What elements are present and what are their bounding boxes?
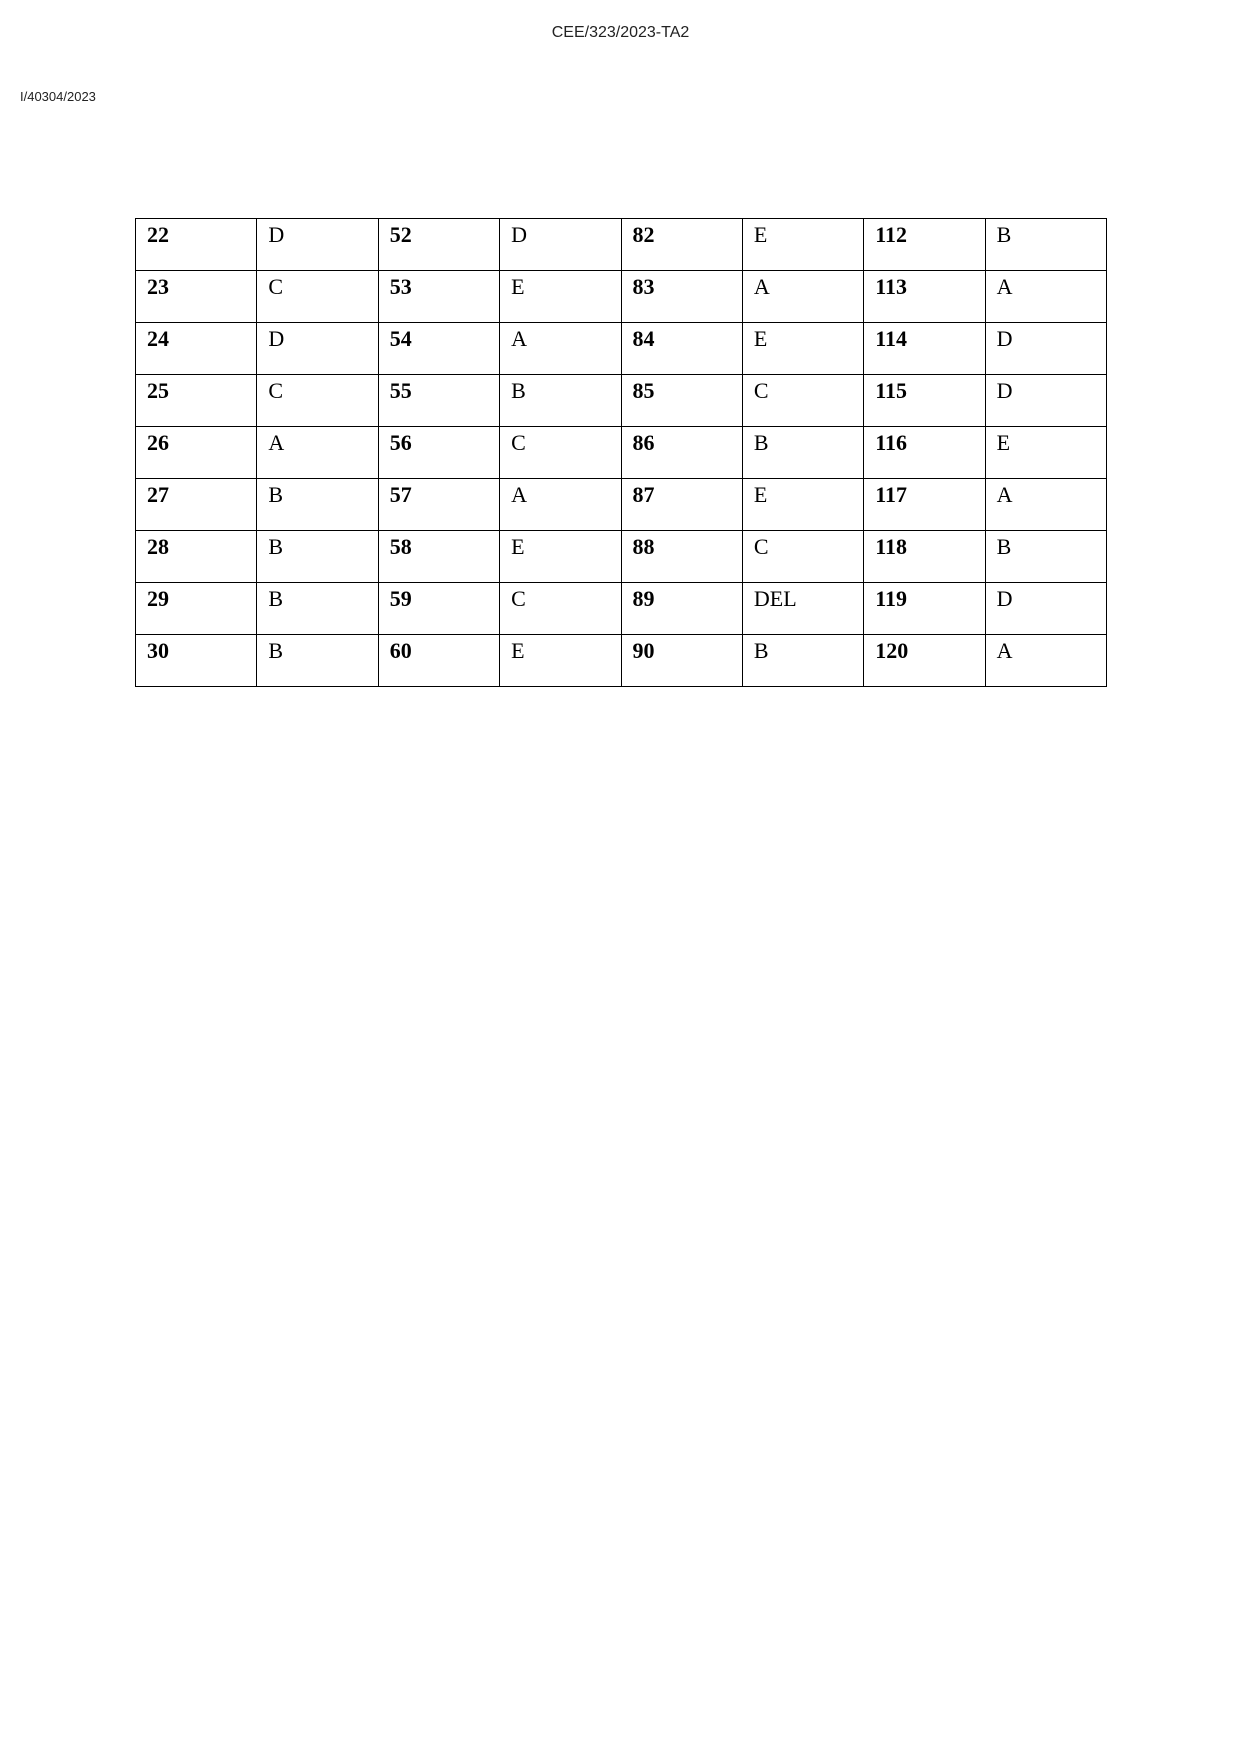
table-row: [136, 219, 1107, 271]
answer-cell: C: [257, 375, 378, 427]
answer-cell: E: [500, 271, 621, 323]
question-number-cell: 30: [136, 635, 257, 687]
answer-key-table: [135, 218, 1107, 687]
question-number-cell: 82: [621, 219, 742, 271]
answer-cell: A: [500, 323, 621, 375]
question-number-cell: 88: [621, 531, 742, 583]
table-row: [136, 323, 1107, 375]
document-reference: I/40304/2023: [20, 89, 96, 104]
answer-cell: B: [742, 427, 863, 479]
table-row: [136, 583, 1107, 635]
question-number-cell: 116: [864, 427, 985, 479]
answer-cell: A: [985, 271, 1106, 323]
question-number-cell: 58: [378, 531, 499, 583]
answer-cell: B: [257, 531, 378, 583]
answer-cell: D: [985, 323, 1106, 375]
question-number-cell: 90: [621, 635, 742, 687]
answer-cell: E: [985, 427, 1106, 479]
answer-cell: D: [500, 219, 621, 271]
question-number-cell: 117: [864, 479, 985, 531]
answer-cell: E: [500, 531, 621, 583]
answer-cell: D: [985, 375, 1106, 427]
answer-cell: B: [742, 635, 863, 687]
question-number-cell: 119: [864, 583, 985, 635]
question-number-cell: 26: [136, 427, 257, 479]
answer-cell: B: [257, 583, 378, 635]
answer-cell: B: [257, 635, 378, 687]
question-number-cell: 112: [864, 219, 985, 271]
question-number-cell: 114: [864, 323, 985, 375]
answer-cell: D: [257, 323, 378, 375]
answer-cell: E: [742, 219, 863, 271]
answer-cell: A: [742, 271, 863, 323]
answer-cell: A: [985, 635, 1106, 687]
answer-cell: C: [742, 375, 863, 427]
question-number-cell: 29: [136, 583, 257, 635]
answer-cell: A: [985, 479, 1106, 531]
answer-cell: D: [257, 219, 378, 271]
answer-cell: C: [742, 531, 863, 583]
answer-cell: B: [985, 531, 1106, 583]
question-number-cell: 118: [864, 531, 985, 583]
table-row: [136, 271, 1107, 323]
question-number-cell: 22: [136, 219, 257, 271]
answer-cell: C: [500, 427, 621, 479]
answer-cell: B: [985, 219, 1106, 271]
question-number-cell: 59: [378, 583, 499, 635]
answer-cell: D: [985, 583, 1106, 635]
question-number-cell: 27: [136, 479, 257, 531]
question-number-cell: 84: [621, 323, 742, 375]
question-number-cell: 60: [378, 635, 499, 687]
question-number-cell: 56: [378, 427, 499, 479]
question-number-cell: 53: [378, 271, 499, 323]
question-number-cell: 86: [621, 427, 742, 479]
question-number-cell: 87: [621, 479, 742, 531]
question-number-cell: 113: [864, 271, 985, 323]
answer-cell: C: [257, 271, 378, 323]
answer-table-body: [136, 219, 1107, 687]
answer-cell: C: [500, 583, 621, 635]
question-number-cell: 115: [864, 375, 985, 427]
answer-cell: E: [742, 323, 863, 375]
question-number-cell: 120: [864, 635, 985, 687]
question-number-cell: 25: [136, 375, 257, 427]
answer-cell: E: [742, 479, 863, 531]
table-row: [136, 479, 1107, 531]
question-number-cell: 28: [136, 531, 257, 583]
answer-cell: E: [500, 635, 621, 687]
question-number-cell: 54: [378, 323, 499, 375]
question-number-cell: 23: [136, 271, 257, 323]
question-number-cell: 57: [378, 479, 499, 531]
table-row: [136, 427, 1107, 479]
question-number-cell: 55: [378, 375, 499, 427]
answer-cell: A: [257, 427, 378, 479]
answer-cell: DEL: [742, 583, 863, 635]
answer-cell: B: [500, 375, 621, 427]
answer-cell: A: [500, 479, 621, 531]
table-row: [136, 531, 1107, 583]
question-number-cell: 24: [136, 323, 257, 375]
question-number-cell: 85: [621, 375, 742, 427]
document-code: CEE/323/2023-TA2: [551, 24, 690, 41]
table-row: [136, 635, 1107, 687]
question-number-cell: 83: [621, 271, 742, 323]
answer-cell: B: [257, 479, 378, 531]
table-row: [136, 375, 1107, 427]
question-number-cell: 52: [378, 219, 499, 271]
question-number-cell: 89: [621, 583, 742, 635]
